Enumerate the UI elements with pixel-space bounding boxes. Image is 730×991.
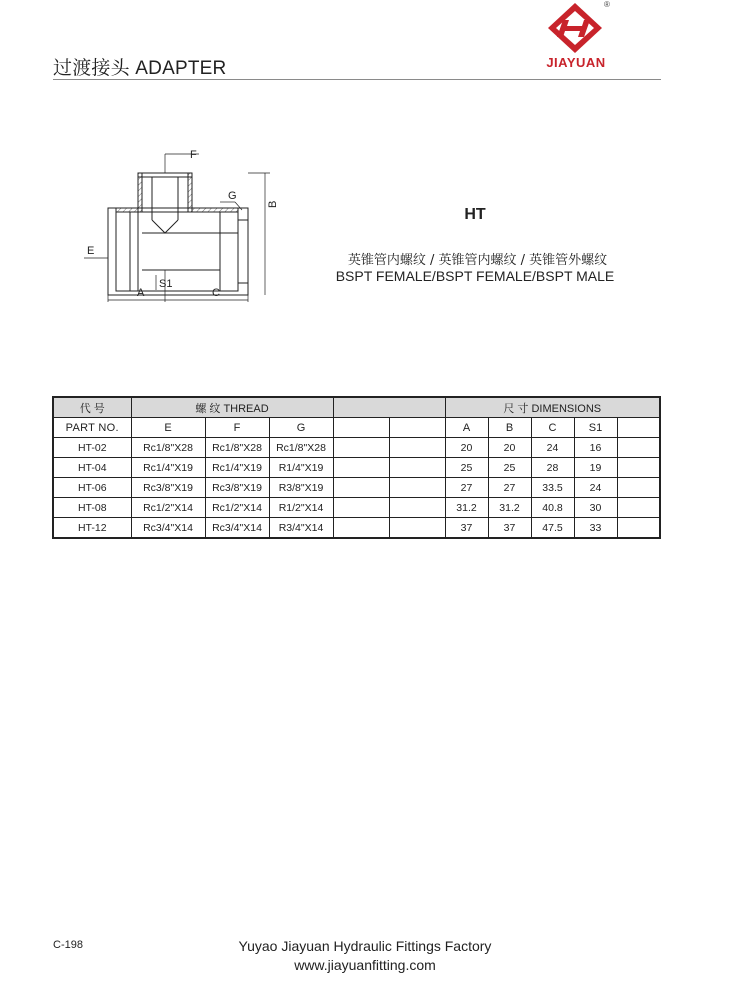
table-cell: 33.5	[531, 478, 574, 498]
table-cell: 24	[574, 478, 617, 498]
table-cell: 33	[574, 518, 617, 539]
column-header	[333, 418, 389, 438]
table-cell: Rc1/4"X19	[131, 458, 205, 478]
dimensions-group-header: 尺 寸 DIMENSIONS	[445, 397, 660, 418]
table-cell: 37	[445, 518, 488, 539]
group-header-row	[53, 397, 660, 418]
table-cell: 27	[445, 478, 488, 498]
empty-group-header	[333, 397, 445, 418]
column-header: PART NO.	[53, 418, 131, 438]
column-header: C	[531, 418, 574, 438]
table-cell: 25	[445, 458, 488, 478]
page-code: C-198	[53, 939, 83, 951]
table-cell	[617, 478, 660, 498]
page-title: 过渡接头 ADAPTER	[53, 58, 227, 79]
table-row	[53, 498, 660, 518]
table-row	[53, 518, 660, 539]
company-name: Yuyao Jiayuan Hydraulic Fittings Factory	[238, 938, 492, 954]
table-cell: Rc1/2"X14	[205, 498, 269, 518]
registered-mark: ®	[604, 0, 610, 9]
table-cell	[333, 458, 389, 478]
column-header: G	[269, 418, 333, 438]
table-cell: 25	[488, 458, 531, 478]
table-cell	[617, 458, 660, 478]
table-cell	[333, 438, 389, 458]
table-cell: 16	[574, 438, 617, 458]
table-cell: R3/8"X19	[269, 478, 333, 498]
table-cell: 19	[574, 458, 617, 478]
table-cell	[617, 438, 660, 458]
model-code: HT	[464, 206, 486, 223]
table-cell	[617, 498, 660, 518]
column-header: A	[445, 418, 488, 438]
table-cell: Rc3/8"X19	[131, 478, 205, 498]
table-cell: 27	[488, 478, 531, 498]
label-f: F	[190, 149, 197, 161]
table-cell: 37	[488, 518, 531, 539]
description-chinese: 英锥管内螺纹 / 英锥管内螺纹 / 英锥管外螺纹	[347, 253, 608, 268]
label-a: A	[137, 287, 145, 299]
header-divider	[53, 79, 661, 80]
table-cell	[389, 518, 445, 539]
table-cell	[333, 478, 389, 498]
column-header	[389, 418, 445, 438]
table-cell	[333, 518, 389, 539]
column-header: S1	[574, 418, 617, 438]
table-cell	[333, 498, 389, 518]
table-cell: R3/4"X14	[269, 518, 333, 539]
table-cell: HT-12	[53, 518, 131, 539]
table-cell: Rc3/4"X14	[131, 518, 205, 539]
table-cell: 31.2	[488, 498, 531, 518]
table-cell: HT-08	[53, 498, 131, 518]
table-cell: Rc3/8"X19	[205, 478, 269, 498]
code-group-header: 代 号	[53, 397, 131, 418]
column-header: F	[205, 418, 269, 438]
tee-adapter-drawing	[70, 140, 280, 310]
label-b: B	[267, 200, 279, 208]
table-cell: R1/4"X19	[269, 458, 333, 478]
table-cell: 30	[574, 498, 617, 518]
table-cell: 47.5	[531, 518, 574, 539]
table-row	[53, 478, 660, 498]
table-cell: HT-02	[53, 438, 131, 458]
column-header: B	[488, 418, 531, 438]
table-cell: Rc1/8"X28	[205, 438, 269, 458]
table-cell	[389, 478, 445, 498]
label-c: C	[212, 287, 220, 299]
table-cell: Rc1/4"X19	[205, 458, 269, 478]
table-row	[53, 458, 660, 478]
label-g: G	[228, 190, 237, 202]
table-cell: 20	[445, 438, 488, 458]
table-cell	[389, 458, 445, 478]
specification-table	[52, 396, 661, 539]
brand-name: JIAYUAN	[546, 55, 606, 70]
table-cell: HT-04	[53, 458, 131, 478]
table-cell	[617, 518, 660, 539]
table-cell: 28	[531, 458, 574, 478]
table-row	[53, 438, 660, 458]
table-cell: Rc3/4"X14	[205, 518, 269, 539]
table-cell: Rc1/2"X14	[131, 498, 205, 518]
label-e: E	[87, 245, 95, 257]
table-cell: Rc1/8"X28	[269, 438, 333, 458]
column-header: E	[131, 418, 205, 438]
table-cell: HT-06	[53, 478, 131, 498]
table-cell: 24	[531, 438, 574, 458]
table-cell: 20	[488, 438, 531, 458]
column-header	[617, 418, 660, 438]
label-s1: S1	[159, 278, 173, 290]
table-cell	[389, 498, 445, 518]
table-cell: Rc1/8"X28	[131, 438, 205, 458]
table-cell: 31.2	[445, 498, 488, 518]
table-cell: R1/2"X14	[269, 498, 333, 518]
thread-group-header: 螺 纹 THREAD	[131, 397, 333, 418]
website-link[interactable]: www.jiayuanfitting.com	[294, 957, 436, 973]
table-cell: 40.8	[531, 498, 574, 518]
description-english: BSPT FEMALE/BSPT FEMALE/BSPT MALE	[335, 268, 615, 284]
column-header-row	[53, 418, 660, 438]
table-cell	[389, 438, 445, 458]
